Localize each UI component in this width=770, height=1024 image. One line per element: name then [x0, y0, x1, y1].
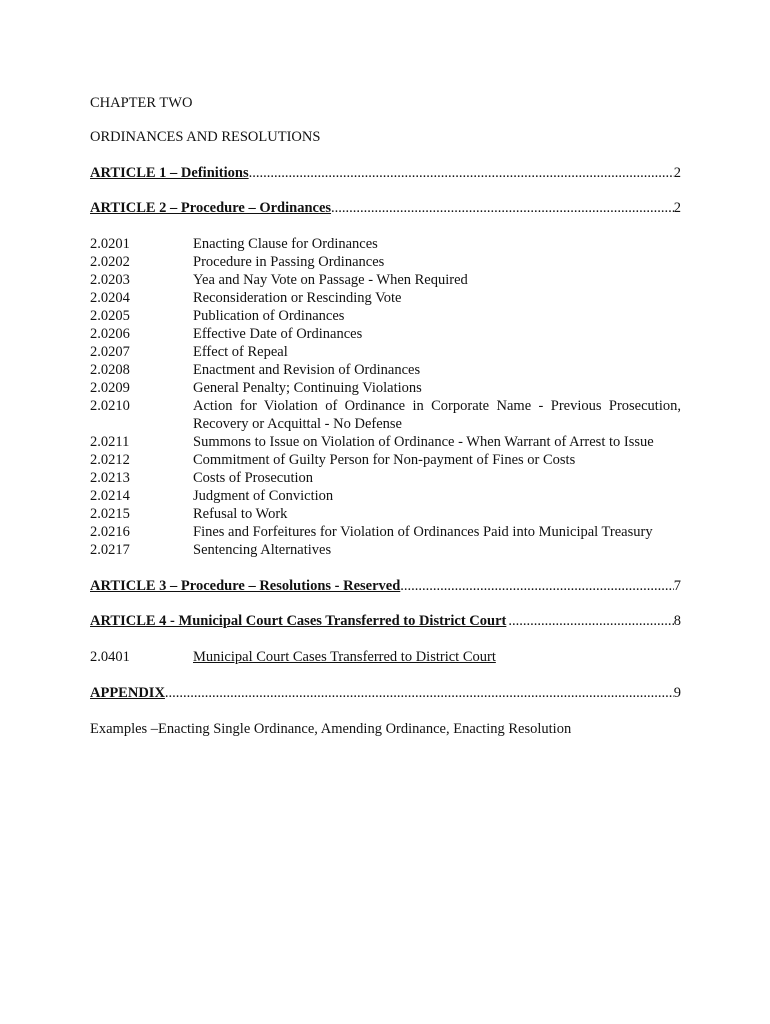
- toc-article-3-title[interactable]: ARTICLE 3 – Procedure – Resolutions - Reserved: [90, 578, 401, 594]
- section-title: Commitment of Guilty Person for Non-payment of Fines or Costs: [193, 452, 576, 468]
- section-title: Judgment of Conviction: [193, 488, 334, 504]
- section-title: Procedure in Passing Ordinances: [193, 254, 385, 270]
- chapter-title: CHAPTER TWO: [90, 95, 193, 111]
- section-title-link[interactable]: Municipal Court Cases Transferred to District Court: [193, 649, 496, 665]
- toc-leader-dots: [508, 612, 673, 630]
- section-number: 2.0205: [90, 308, 130, 324]
- section-entry: [90, 361, 681, 379]
- toc-article-2-page: 2: [673, 200, 681, 216]
- toc-article-3[interactable]: [90, 577, 681, 595]
- examples-note: Examples –Enacting Single Ordinance, Amending Ordinance, Enacting Resolution: [90, 721, 572, 737]
- section-number: 2.0206: [90, 326, 130, 342]
- section-number: 2.0401: [90, 649, 130, 665]
- toc-article-2[interactable]: [90, 199, 681, 217]
- toc-article-4-title[interactable]: ARTICLE 4 - Municipal Court Cases Transferred to District Court: [90, 613, 507, 629]
- section-number: 2.0214: [90, 488, 130, 504]
- section-title: Effective Date of Ordinances: [193, 326, 363, 342]
- section-entry: [90, 433, 681, 451]
- section-title: Costs of Prosecution: [193, 470, 314, 486]
- section-title: Sentencing Alternatives: [193, 542, 332, 558]
- section-number: 2.0216: [90, 524, 130, 540]
- section-entry: [90, 271, 681, 289]
- section-number: 2.0211: [90, 434, 130, 450]
- section-entry: [90, 487, 681, 505]
- article-4-section-entry: [90, 648, 681, 666]
- toc-article-4[interactable]: [90, 612, 681, 630]
- toc-appendix[interactable]: [90, 684, 681, 702]
- toc-article-3-page: 7: [673, 578, 681, 594]
- section-title: Effect of Repeal: [193, 344, 288, 360]
- section-entry: [90, 451, 681, 469]
- section-entry: [90, 523, 681, 541]
- section-entry: [90, 541, 681, 559]
- section-title: General Penalty; Continuing Violations: [193, 380, 422, 396]
- section-entry: [90, 505, 681, 523]
- chapter-subtitle: ORDINANCES AND RESOLUTIONS: [90, 129, 321, 145]
- section-entry: [90, 253, 681, 271]
- section-number: 2.0204: [90, 290, 130, 306]
- toc-article-4-page: 8: [673, 613, 681, 629]
- section-number: 2.0217: [90, 542, 130, 558]
- toc-leader-dots: [400, 577, 673, 595]
- toc-article-1-page: 2: [673, 165, 681, 181]
- section-title: Reconsideration or Rescinding Vote: [193, 290, 402, 306]
- section-number: 2.0207: [90, 344, 130, 360]
- toc-leader-dots: [331, 199, 674, 217]
- section-title: Publication of Ordinances: [193, 308, 345, 324]
- section-title: Action for Violation of Ordinance in Corporate Name - Previous Prosecution, Recovery or Acquittal - No Defense: [193, 398, 681, 432]
- toc-leader-dots: [249, 164, 674, 182]
- section-number: 2.0212: [90, 452, 130, 468]
- toc-appendix-title[interactable]: APPENDIX: [90, 685, 165, 701]
- section-entry: [90, 397, 681, 433]
- section-number: 2.0201: [90, 236, 130, 252]
- section-number: 2.0215: [90, 506, 130, 522]
- section-title: Refusal to Work: [193, 506, 288, 522]
- section-title: Fines and Forfeitures for Violation of Ordinances Paid into Municipal Treasury: [193, 524, 653, 540]
- article-2-section-list: [90, 235, 681, 559]
- section-title: Yea and Nay Vote on Passage - When Required: [193, 272, 468, 288]
- toc-article-1-title[interactable]: ARTICLE 1 – Definitions: [90, 165, 249, 181]
- section-number: 2.0210: [90, 398, 130, 414]
- section-entry: [90, 379, 681, 397]
- section-number: 2.0203: [90, 272, 130, 288]
- section-title: Enacting Clause for Ordinances: [193, 236, 378, 252]
- document-page: [90, 94, 681, 738]
- section-entry: [90, 235, 681, 253]
- section-number: 2.0208: [90, 362, 130, 378]
- toc-leader-dots: [165, 684, 674, 702]
- section-number: 2.0213: [90, 470, 130, 486]
- section-entry: [90, 325, 681, 343]
- section-title: Summons to Issue on Violation of Ordinance - When Warrant of Arrest to Issue: [193, 434, 654, 450]
- section-entry: [90, 289, 681, 307]
- toc-appendix-page: 9: [673, 685, 681, 701]
- section-title: Enactment and Revision of Ordinances: [193, 362, 421, 378]
- section-entry: [90, 343, 681, 361]
- section-number: 2.0202: [90, 254, 130, 270]
- section-entry: [90, 307, 681, 325]
- section-entry: [90, 469, 681, 487]
- toc-article-1[interactable]: [90, 164, 681, 182]
- toc-article-2-title[interactable]: ARTICLE 2 – Procedure – Ordinances: [90, 200, 332, 216]
- section-number: 2.0209: [90, 380, 130, 396]
